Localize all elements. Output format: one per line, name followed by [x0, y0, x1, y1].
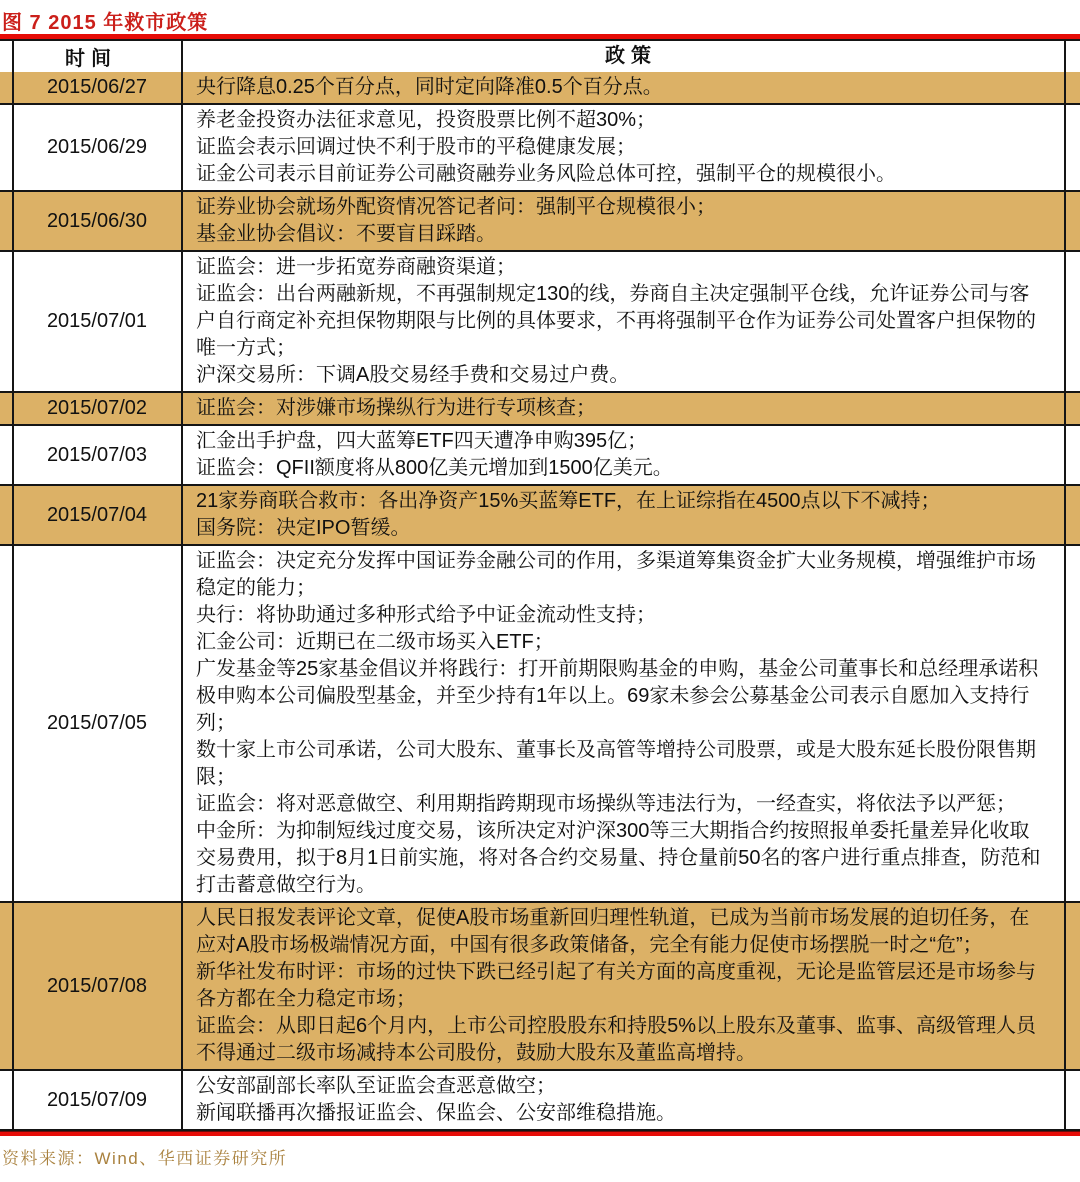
policy-table [0, 39, 1080, 1131]
policy-line: 新闻联播再次播报证监会、保监会、公安部维稳措施。 [196, 1102, 676, 1124]
policy-line: 数十家上市公司承诺，公司大股东、董事长及高管等增持公司股票，或是大股东延长股份限售期限； [196, 739, 1036, 788]
policy-line: 证监会：从即日起6个月内，上市公司控股股东和持股5%以上股东及董事、监事、高级管理人员不得通过二级市场减持本公司股份，鼓励大股东及董监高增持。 [196, 1015, 1037, 1064]
policy-line: 证金公司表示目前证券公司融资融券业务风险总体可控，强制平仓的规模很小。 [196, 163, 896, 185]
policy-cell [182, 192, 1080, 250]
table-row [0, 391, 1080, 424]
policy-cell [182, 486, 1080, 544]
date-cell: 2015/07/02 [46, 397, 148, 419]
policy-cell [182, 546, 1080, 901]
table-row [0, 424, 1080, 484]
policy-line: 中金所：为抑制短线过度交易，该所决定对沪深300等三大期指合约按照报单委托量差异化收取交易费用，拟于8月1日前实施，将对各合约交易量、持仓量前50名的客户进行重点排查，防范和打击蓄意做空行为。 [196, 820, 1041, 896]
policy-line: 21家券商联合救市：各出净资产15%买蓝筹ETF，在上证综指在4500点以下不减持； [196, 490, 941, 512]
policy-cell [182, 105, 1080, 190]
table-row [0, 901, 1080, 1069]
policy-line: 证监会：进一步拓宽券商融资渠道； [196, 256, 516, 278]
table-row [0, 250, 1080, 391]
date-cell: 2015/07/08 [46, 974, 148, 997]
policy-cell [182, 1071, 1080, 1129]
table-right-border [1064, 41, 1066, 1129]
column-header-policy: 政策 [605, 45, 657, 67]
date-cell: 2015/07/04 [46, 503, 148, 526]
policy-line: 基金业协会倡议：不要盲目踩踏。 [196, 223, 496, 245]
table-row [0, 190, 1080, 250]
policy-line: 人民日报发表评论文章，促使A股市场重新回归理性轨道，已成为当前市场发展的迫切任务，在应对A股市场极端情况方面，中国有很多政策储备，完全有能力促使市场摆脱一时之“危”； [196, 907, 1030, 956]
table-column-divider [181, 41, 183, 1129]
table-row [0, 103, 1080, 190]
date-cell: 2015/07/09 [46, 1088, 148, 1111]
policy-cell [182, 393, 1080, 424]
table-header-row [0, 41, 1080, 72]
date-cell: 2015/07/01 [46, 310, 148, 332]
policy-line: 广发基金等25家基金倡议并将践行：打开前期限购基金的申购，基金公司董事长和总经理承诺积极申购本公司偏股型基金，并至少持有1年以上。69家未参会公募基金公司表示自愿加入支持行列； [196, 658, 1039, 734]
policy-line: 公安部副部长率队至证监会查恶意做空； [196, 1075, 556, 1097]
date-cell: 2015/06/29 [46, 136, 148, 158]
column-header-time: 时间 [65, 48, 117, 70]
table-row [0, 484, 1080, 544]
table-row [0, 72, 1080, 103]
date-cell: 2015/07/03 [46, 443, 148, 466]
policy-line: 沪深交易所：下调A股交易经手费和交易过户费。 [196, 364, 630, 386]
policy-cell [182, 903, 1080, 1069]
policy-cell [182, 252, 1080, 391]
source-note: 资料来源：Wind、华西证券研究所 [2, 1149, 288, 1168]
policy-line: 证监会表示回调过快不利于股市的平稳健康发展； [196, 136, 636, 158]
policy-line: 汇金出手护盘，四大蓝筹ETF四天遭净申购395亿； [196, 430, 648, 452]
policy-cell [182, 426, 1080, 484]
policy-line: 汇金公司：近期已在二级市场买入ETF； [196, 631, 554, 653]
policy-line: 证监会：QFII额度将从800亿美元增加到1500亿美元。 [196, 457, 673, 479]
table-body [0, 72, 1080, 1129]
figure-title: 图 7 2015 年救市政策 [2, 12, 209, 34]
policy-line: 养老金投资办法征求意见，投资股票比例不超30%； [196, 109, 657, 131]
date-cell: 2015/06/30 [46, 209, 148, 232]
policy-line: 央行：将协助通过多种形式给予中证金流动性支持； [196, 604, 656, 626]
table-row [0, 544, 1080, 901]
policy-cell [182, 72, 1080, 103]
table-left-border [12, 41, 14, 1129]
policy-line: 证监会：对涉嫌市场操纵行为进行专项核查； [196, 397, 596, 419]
policy-line: 证监会：出台两融新规，不再强制规定130的线，券商自主决定强制平仓线，允许证券公司与客户自行商定补充担保物期限与比例的具体要求，不再将强制平仓作为证券公司处置客户担保物的唯一方式； [196, 283, 1036, 359]
policy-line: 证监会：决定充分发挥中国证券金融公司的作用，多渠道筹集资金扩大业务规模，增强维护市场稳定的能力； [196, 550, 1036, 599]
policy-line: 央行降息0.25个百分点，同时定向降准0.5个百分点。 [196, 76, 663, 98]
date-cell: 2015/06/27 [46, 76, 148, 98]
policy-line: 证监会：将对恶意做空、利用期指跨期现市场操纵等违法行为，一经查实，将依法予以严惩； [196, 793, 1016, 815]
table-row [0, 1069, 1080, 1129]
policy-line: 证券业协会就场外配资情况答记者问：强制平仓规模很小； [196, 196, 716, 218]
date-cell: 2015/07/05 [46, 712, 148, 734]
policy-line: 新华社发布时评：市场的过快下跌已经引起了有关方面的高度重视，无论是监管层还是市场参与各方都在全力稳定市场； [196, 961, 1036, 1010]
policy-line: 国务院：决定IPO暂缓。 [196, 517, 411, 539]
